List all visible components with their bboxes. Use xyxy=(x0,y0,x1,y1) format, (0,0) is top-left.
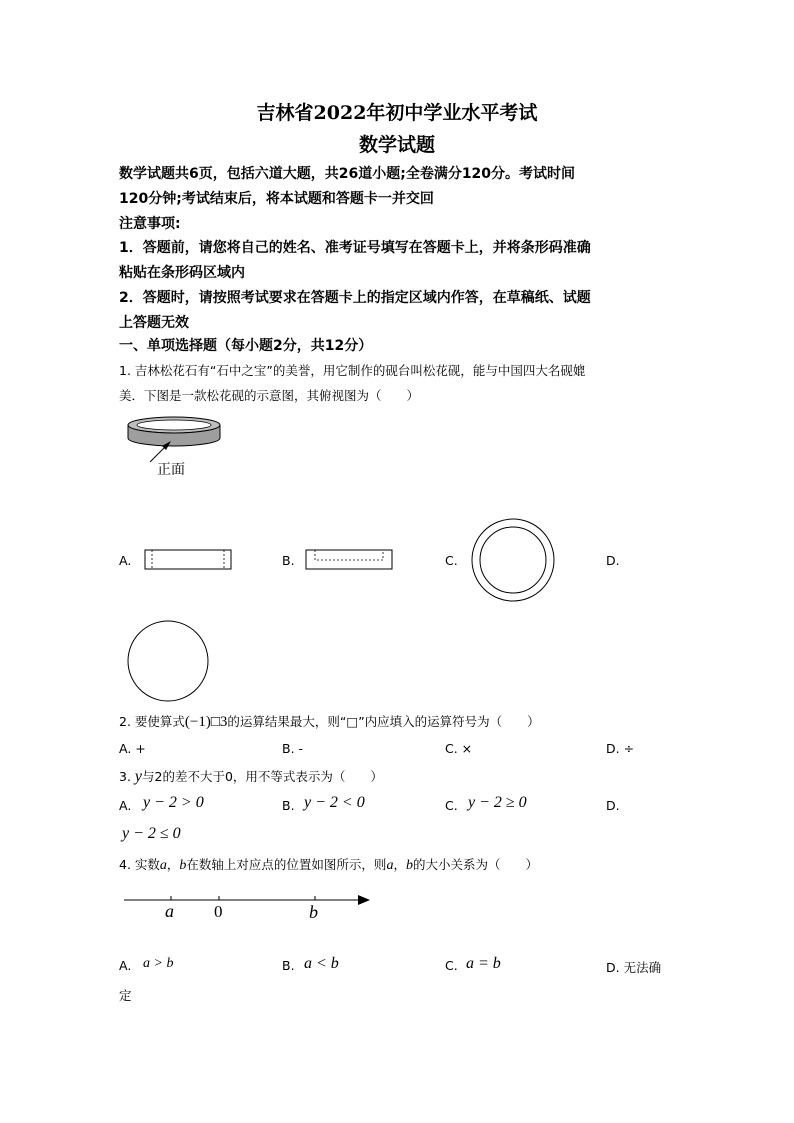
q2-option-a[interactable]: A. + xyxy=(119,741,146,756)
q4-option-b-expr[interactable]: a < b xyxy=(304,955,339,972)
page-subtitle: 数学试题 xyxy=(358,134,435,156)
q3-stem-pre: 3. xyxy=(119,769,135,784)
q4-sep-2: ， xyxy=(393,857,406,872)
number-line-label-b: b xyxy=(309,902,318,922)
q4-var-a-2: a xyxy=(386,858,394,873)
q1-option-b-label[interactable]: B. xyxy=(282,553,295,568)
q3-option-c-label[interactable]: C. xyxy=(445,798,458,813)
q1-line-1: 1. 吉林松花石有“石中之宝”的美誉，用它制作的砚台叫松花砚，能与中国四大名砚媲 xyxy=(119,363,586,378)
q2-option-b[interactable]: B. - xyxy=(282,741,304,756)
note-1-line-2: 粘贴在条形码区域内 xyxy=(119,265,245,281)
q2-option-d[interactable]: D. ÷ xyxy=(606,741,635,756)
q1-option-d-label[interactable]: D. xyxy=(606,553,620,568)
notes-heading: 注意事项: xyxy=(119,216,181,232)
intro-line-2: 120分钟;考试结束后，将本试题和答题卡一并交回 xyxy=(119,191,434,207)
q4-option-d-line-1[interactable]: D. 无法确 xyxy=(606,960,662,975)
q4-option-b-label[interactable]: B. xyxy=(282,958,295,973)
intro-line-1: 数学试题共6页，包括六道大题，共26道小题;全卷满分120分。考试时间 xyxy=(119,166,576,182)
q1-line-2: 美．下图是一款松花砚的示意图，其俯视图为（ ） xyxy=(119,388,420,403)
q3-option-b-label[interactable]: B. xyxy=(282,798,295,813)
q2-option-c[interactable]: C. × xyxy=(445,741,473,756)
note-2-line-1: 2．答题时，请按照考试要求在答题卡上的指定区域内作答，在草稿纸、试题 xyxy=(119,290,591,306)
q3-option-d-label[interactable]: D. xyxy=(606,798,620,813)
q4-stem-pre: 4. 实数 xyxy=(119,857,160,872)
q3-option-c-expr[interactable]: y − 2 ≥ 0 xyxy=(468,794,527,811)
q2-stem-post: 的运算结果最大，则“□”内应填入的运算符号为（ ） xyxy=(227,714,540,729)
q4-sep: ， xyxy=(166,857,180,872)
number-line-label-a: a xyxy=(165,901,174,921)
q4-stem-mid: 在数轴上对应点的位置如图所示，则 xyxy=(186,857,387,872)
q4-option-c-label[interactable]: C. xyxy=(445,958,458,973)
q3-variable: y xyxy=(134,768,143,785)
q3-option-a-label[interactable]: A. xyxy=(119,798,132,813)
q4-option-a-label[interactable]: A. xyxy=(119,958,132,973)
q2-stem-pre: 2. 要使算式 xyxy=(119,714,185,729)
q1-option-a-label[interactable]: A. xyxy=(119,553,132,568)
q3-stem-post: 与2的差不大于0，用不等式表示为（ ） xyxy=(142,769,383,784)
note-1-line-1: 1．答题前，请您将自己的姓名、准考证号填写在答题卡上，并将条形码准确 xyxy=(119,240,591,256)
number-line-label-zero: 0 xyxy=(214,902,223,921)
q3-option-b-expr[interactable]: y − 2 < 0 xyxy=(304,794,365,811)
q4-option-d-line-2[interactable]: 定 xyxy=(119,988,132,1003)
q4-option-a-expr[interactable]: a > b xyxy=(143,956,174,971)
note-2-line-2: 上答题无效 xyxy=(119,315,189,331)
section-1-heading: 一、单项选择题（每小题2分，共12分） xyxy=(119,338,373,354)
q4-var-b: b xyxy=(179,858,187,873)
q3-option-a-expr[interactable]: y − 2 > 0 xyxy=(143,794,204,811)
q2-expression: (−1)□3 xyxy=(184,714,228,730)
q4-option-c-expr[interactable]: a = b xyxy=(466,955,501,972)
front-view-label: 正面 xyxy=(157,462,185,478)
q4-var-b-2: b xyxy=(405,858,413,873)
q3-option-d-expr[interactable]: y − 2 ≤ 0 xyxy=(122,825,181,842)
number-line-arrowhead xyxy=(358,895,370,905)
page-title: 吉林省2022年初中学业水平考试 xyxy=(256,102,538,124)
q4-var-a: a xyxy=(159,858,167,873)
q4-stem-post: 的大小关系为（ ） xyxy=(412,857,538,872)
q1-option-c-label[interactable]: C. xyxy=(445,553,458,568)
